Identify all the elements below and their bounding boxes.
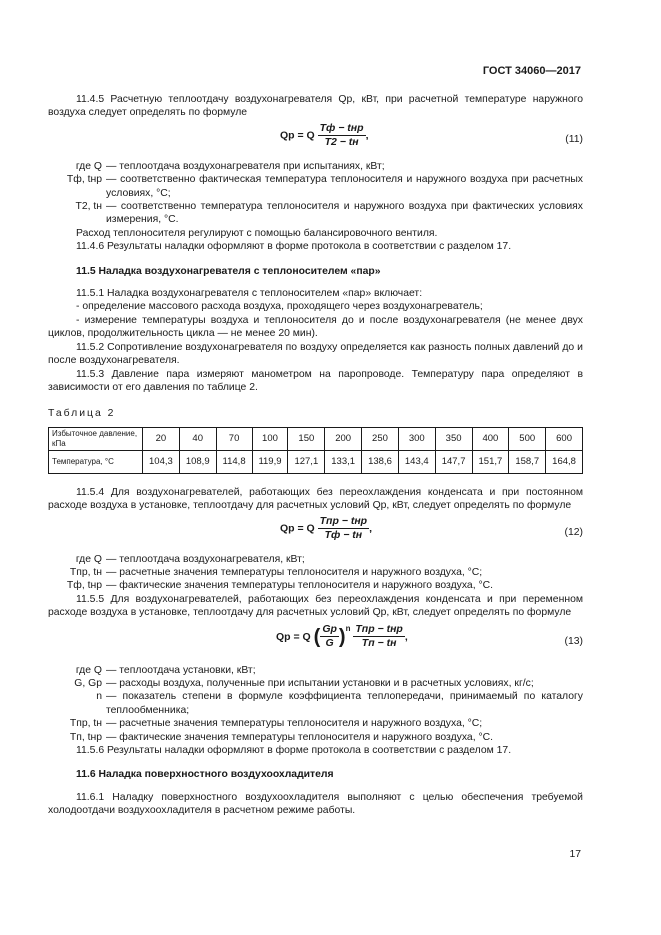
formula-12-lhs: Qр = Q xyxy=(280,522,315,535)
table-row-temperature xyxy=(49,450,583,473)
glossary-item xyxy=(48,553,583,566)
glossary-item xyxy=(48,566,583,579)
paragraph-11-5-4: 11.5.4 Для воздухонагревателей, работающих без переохлаждения конденсата и при постоянном расходе воздуха в установке, теплоотдачу для расчетных условий Qр, кВт, следует определять по формуле xyxy=(48,486,583,512)
formula-12-numerator: Tпр − tнр xyxy=(318,515,369,529)
paragraph-11-5-3: 11.5.3 Давление пара измеряют манометром на паропроводе. Температуру пара определяют в зависимости от его давления по таблице 2. xyxy=(48,368,583,393)
formula-13-body xyxy=(276,622,408,652)
formula-12-number: (12) xyxy=(564,526,583,538)
glossary-text: — теплоотдача воздухонагревателя при испытаниях, кВт; xyxy=(106,160,583,173)
glossary-text: — фактические значения температуры теплоносителя и наружного воздуха, °С. xyxy=(106,579,583,592)
formula-13-close-paren: ) xyxy=(338,625,346,648)
table-row-header: Избыточное давление, кПа xyxy=(49,427,143,450)
formula-11-tail: , xyxy=(365,129,369,142)
table-cell: 400 xyxy=(472,427,509,450)
glossary-item xyxy=(48,664,583,677)
paragraph-11-4-6: 11.4.6 Результаты наладки оформляют в форме протокола в соответствии с разделом 17. xyxy=(76,241,512,253)
glossary-symbol: где Q xyxy=(75,664,102,676)
glossary-text: — расчетные значения температуры теплоносителя и наружного воздуха, °С; xyxy=(106,717,583,730)
glossary-symbol: Tф, tнр xyxy=(66,174,102,186)
list-item-mass-flow: - определение массового расхода воздуха, проходящего через воздухонагреватель; xyxy=(76,301,483,313)
table-cell: 70 xyxy=(216,427,252,450)
glossary-text: — фактические значения температуры теплоносителя и наружного воздуха, °С. xyxy=(106,731,583,744)
formula-13-fraction xyxy=(353,623,404,651)
formula-12-body xyxy=(280,515,372,543)
glossary-text: — расходы воздуха, полученные при испытании установки и в расчетных условиях, кг/с; xyxy=(106,677,583,690)
formula-13-ratio-denominator: G xyxy=(325,637,334,650)
glossary-text: — теплоотдача воздухонагревателя, кВт; xyxy=(106,553,583,566)
glossary-symbol: Tпр, tн xyxy=(69,718,102,730)
page-body xyxy=(48,93,583,818)
formula-11-numerator: Tф − tнр xyxy=(318,122,366,136)
glossary-item xyxy=(48,579,583,592)
formula-13-denominator: Tп − tн xyxy=(361,637,397,650)
paragraph-11-5-5: 11.5.5 Для воздухонагревателей, работающих без переохлаждения конденсата и при переменном расходе воздуха в установке, теплоотдачу для расчетных условий Qр, кВт, следует определять по формуле xyxy=(48,593,583,619)
list-item-temperature: - измерение температуры воздуха и теплоносителя до и после воздухонагревателя (не менее двух циклов, продолжительность цикла — не менее 20 мин). xyxy=(48,314,583,340)
table-cell: 151,7 xyxy=(472,450,509,473)
formula-11 xyxy=(48,120,583,160)
table-cell: 114,8 xyxy=(216,450,252,473)
table-cell: 147,7 xyxy=(435,450,472,473)
glossary-symbol: Tп, tнр xyxy=(69,731,102,743)
paragraph-11-5-6: 11.5.6 Результаты наладки оформляют в форме протокола в соответствии с разделом 17. xyxy=(76,745,512,756)
glossary-symbol: где Q xyxy=(75,553,102,565)
section-heading-11-5: 11.5 Наладка воздухонагревателя с теплоносителем «пар» xyxy=(76,265,381,277)
formula-11-denominator: T2 − tн xyxy=(324,136,359,149)
table-cell: 104,3 xyxy=(143,450,180,473)
glossary-text: — показатель степени в формуле коэффициента теплопередачи, принимаемый по каталогу теплообменника; xyxy=(106,690,583,717)
formula-13-tail: , xyxy=(404,630,408,643)
table-cell: 127,1 xyxy=(288,450,325,473)
table-cell: 108,9 xyxy=(179,450,216,473)
paragraph-11-5-2: 11.5.2 Сопротивление воздухонагревателя по воздуху определяется как разность полных давлений до и после воздухонагревателя. xyxy=(48,341,583,367)
glossary-13 xyxy=(48,664,583,744)
table-caption: Таблица 2 xyxy=(48,408,116,420)
formula-13-open-paren: ( xyxy=(313,625,321,648)
table-cell: 143,4 xyxy=(398,450,435,473)
table-cell: 300 xyxy=(398,427,435,450)
formula-11-number: (11) xyxy=(565,133,583,145)
formula-12-denominator: Tф − tн xyxy=(324,528,363,541)
paragraph-11-4-5: 11.4.5 Расчетную теплоотдачу воздухонагревателя Qр, кВт, при расчетной температуре наружного воздуха следует определять по формуле xyxy=(48,94,583,119)
glossary-symbol: T2, tн xyxy=(75,201,102,213)
table-cell: 150 xyxy=(288,427,325,450)
glossary-text: — соответственно фактическая температура теплоносителя и наружного воздуха при расчетных условиях, °С; xyxy=(106,173,583,200)
page-number: 17 xyxy=(569,849,581,860)
formula-13-numerator: Tпр − tнр xyxy=(353,623,404,637)
glossary-11 xyxy=(48,160,583,227)
table-cell: 138,6 xyxy=(362,450,399,473)
glossary-item xyxy=(48,731,583,744)
glossary-text: — соответственно температура теплоносителя и наружного воздуха при фактических условиях измерения, °С. xyxy=(106,200,583,227)
formula-13-exponent: n xyxy=(345,623,351,633)
steam-table xyxy=(48,427,583,474)
glossary-item xyxy=(48,160,583,173)
table-cell: 158,7 xyxy=(509,450,546,473)
formula-12-fraction xyxy=(318,515,369,543)
table-cell: 100 xyxy=(252,427,288,450)
paragraph-11-5-1: 11.5.1 Наладка воздухонагревателя с теплоносителем «пар» включает: xyxy=(76,288,423,300)
formula-11-fraction xyxy=(318,122,366,150)
paragraph-flow-regulation: Расход теплоносителя регулируют с помощью балансировочного вентиля. xyxy=(76,227,438,239)
table-cell: 250 xyxy=(362,427,399,450)
glossary-symbol: Tпр, tн xyxy=(69,566,102,578)
glossary-symbol: G, Gр xyxy=(74,677,102,689)
table-row-pressure xyxy=(49,427,583,450)
formula-13 xyxy=(48,620,583,664)
table-cell: 600 xyxy=(546,427,583,450)
glossary-text: — теплоотдача установки, кВт; xyxy=(106,664,583,677)
table-cell: 164,8 xyxy=(546,450,583,473)
glossary-item xyxy=(48,677,583,690)
formula-12-tail: , xyxy=(369,522,373,535)
document-code: ГОСТ 34060—2017 xyxy=(482,65,581,77)
glossary-symbol: Tф, tнр xyxy=(66,580,102,592)
table-cell: 133,1 xyxy=(325,450,362,473)
table-cell: 500 xyxy=(509,427,546,450)
table-cell: 119,9 xyxy=(252,450,288,473)
table-cell: 350 xyxy=(435,427,472,450)
formula-12 xyxy=(48,513,583,553)
glossary-item xyxy=(48,690,583,717)
glossary-item xyxy=(48,717,583,730)
formula-11-body xyxy=(280,122,369,150)
formula-13-lhs: Qр = Q xyxy=(276,630,311,643)
glossary-item xyxy=(48,173,583,200)
glossary-symbol: n xyxy=(96,691,102,703)
formula-13-ratio xyxy=(320,623,339,651)
paragraph-11-6-1: 11.6.1 Наладку поверхностного воздухоохладителя выполняют с целью обеспечения требуемой холодоотдачи воздухоохладителя в расчетном режиме работы. xyxy=(48,791,583,817)
glossary-12 xyxy=(48,553,583,593)
formula-13-number: (13) xyxy=(564,635,583,647)
table-cell: 200 xyxy=(325,427,362,450)
table-cell: 20 xyxy=(143,427,180,450)
glossary-symbol: где Q xyxy=(75,160,102,172)
table-row-header: Температура, °С xyxy=(49,450,143,473)
formula-11-lhs: Qр = Q xyxy=(280,129,315,142)
glossary-text: — расчетные значения температуры теплоносителя и наружного воздуха, °С; xyxy=(106,566,583,579)
table-cell: 40 xyxy=(179,427,216,450)
glossary-item xyxy=(48,200,583,227)
formula-13-ratio-numerator: Gр xyxy=(320,623,339,637)
section-heading-11-6: 11.6 Наладка поверхностного воздухоохладителя xyxy=(76,769,334,781)
